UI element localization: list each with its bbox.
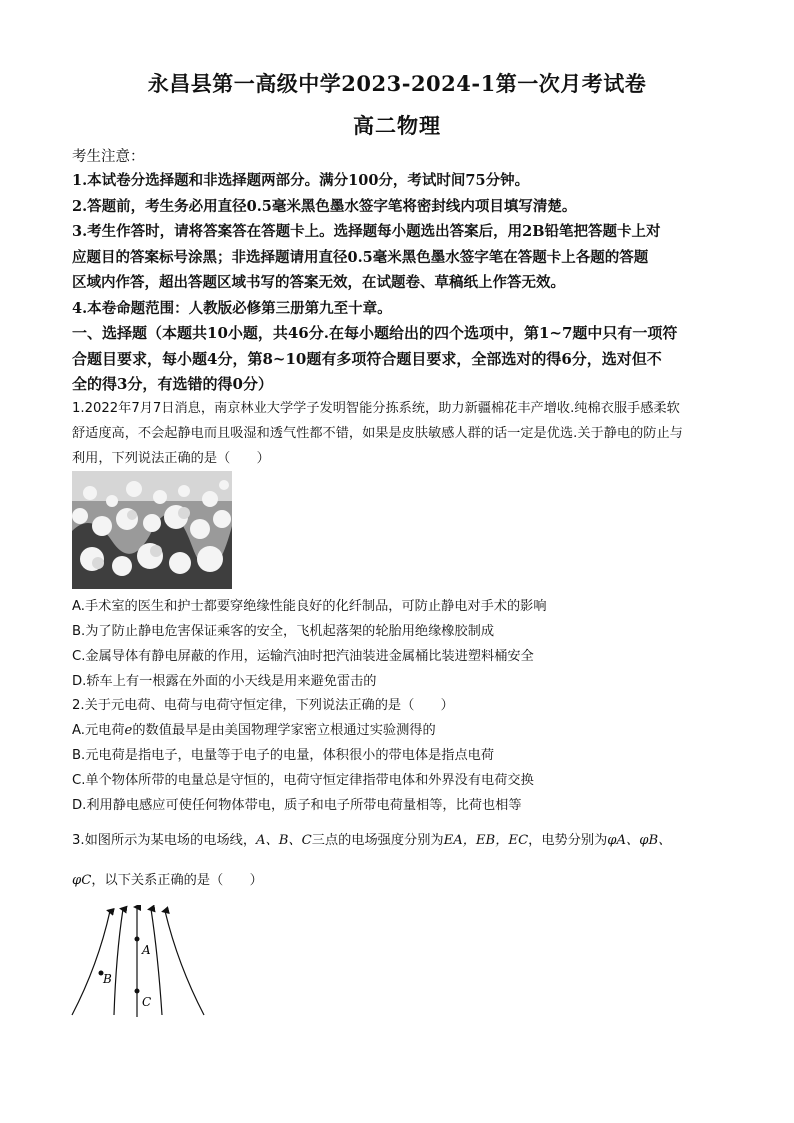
section-heading: 全的得3分，有选错的得0分） — [72, 375, 273, 393]
page-title: 永昌县第一高级中学2023-2024-1第一次月考试卷 — [147, 71, 647, 96]
question-text: 3.如图所示为某电场的电场线， — [72, 833, 257, 848]
option-text: 的数值最早是由美国物理学家密立根通过实验测得的 — [132, 723, 436, 738]
field-line — [165, 911, 204, 1015]
option-d: D.轿车上有一根露在外面的小天线是用来避免雷击的 — [72, 674, 377, 689]
subject-title: 高二物理 — [353, 113, 441, 138]
point-c-label: C — [142, 995, 152, 1009]
point-a-label: A — [142, 943, 151, 957]
question-text: ，电势分别为 — [528, 833, 608, 848]
field-line — [72, 911, 110, 1015]
option-b: B.元电荷是指电子，电量等于电子的电量，体积很小的带电体是指点电荷 — [72, 748, 495, 763]
option-d: D.利用静电感应可使任何物体带电，质子和电子所带电荷量相等，比荷也相等 — [72, 798, 522, 813]
elementary-charge-symbol: e — [124, 723, 133, 738]
option-c: C.金属导体有静电屏蔽的作用，运输汽油时把汽油装进金属桶比装进塑料桶安全 — [72, 649, 534, 664]
question-text: 舒适度高，不会起静电而且吸湿和透气性都不错，如果是皮肤敏感人群的话一定是优选.关于静电的防止与 — [72, 426, 683, 441]
section-heading: 一、选择题（本题共10小题，共46分.在每小题给出的四个选项中，第1~7题中只有一项符 — [72, 324, 678, 342]
notice-block — [72, 146, 732, 398]
option-c: C.单个物体所带的电量总是守恒的，电荷守恒定律指带电体和外界没有电荷交换 — [72, 773, 534, 788]
notice-item: 2.答题前，考生务必用直径0.5毫米黑色墨水签字笔将密封线内项目填写清楚。 — [72, 197, 577, 215]
field-line — [114, 909, 123, 1015]
notice-heading: 考生注意： — [72, 149, 145, 165]
notice-item: 4.本卷命题范围：人教版必修第三册第九至十章。 — [72, 299, 392, 317]
point-c-marker — [135, 989, 140, 994]
question-1-stem — [72, 396, 732, 471]
question-text: ，以下关系正确的是（ ） — [91, 873, 263, 888]
point-a-marker — [135, 937, 140, 942]
cotton-field-photo — [72, 471, 232, 589]
notice-item: 应题目的答案标号涂黑；非选择题请用直径0.5毫米黑色墨水签字笔在答题卡上各题的答题 — [72, 248, 649, 266]
question-text — [72, 826, 732, 856]
potential-symbols: φA、φB、 — [607, 833, 672, 848]
cotton-image — [72, 471, 232, 589]
potential-symbol: φC — [72, 873, 92, 888]
notice-item: 3.考生作答时，请将答案答在答题卡上。选择题每小题选出答案后，用2B铅笔把答题卡上对 — [72, 223, 661, 240]
question-text — [72, 866, 732, 896]
point-symbols: A、B、C — [256, 833, 312, 848]
question-text: 三点的电场强度分别为 — [311, 833, 444, 848]
option-text: A.元电荷 — [72, 723, 125, 738]
question-3 — [72, 826, 732, 896]
option-b: B.为了防止静电危害保证乘客的安全，飞机起落架的轮胎用绝缘橡胶制成 — [72, 624, 495, 639]
question-1-options — [72, 594, 732, 694]
point-b-label: B — [103, 972, 112, 986]
notice-item: 1.本试卷分选择题和非选择题两部分。满分100分，考试时间75分钟。 — [72, 172, 530, 189]
section-heading: 合题目要求，每小题4分，第8~10题有多项符合题目要求，全部选对的得6分，选对但不 — [72, 349, 662, 368]
field-symbols: EA，EB，EC — [443, 833, 529, 848]
electric-field-lines-diagram — [70, 905, 210, 1020]
question-text: 1.2022年7月7日消息，南京林业大学学子发明智能分拣系统，助力新疆棉花丰产增收.纯棉衣服手感柔软 — [72, 401, 680, 416]
question-text: 2.关于元电荷、电荷与电荷守恒定律，下列说法正确的是（ ） — [72, 698, 454, 713]
question-2 — [72, 693, 732, 818]
notice-item: 区域内作答，超出答题区域书写的答案无效，在试题卷、草稿纸上作答无效。 — [72, 274, 565, 291]
option-a — [72, 718, 732, 743]
field-line — [151, 909, 162, 1015]
question-text: 利用，下列说法正确的是（ ） — [72, 451, 270, 466]
option-a: A.手术室的医生和护士都要穿绝缘性能良好的化纤制品，可防止静电对手术的影响 — [72, 599, 547, 614]
